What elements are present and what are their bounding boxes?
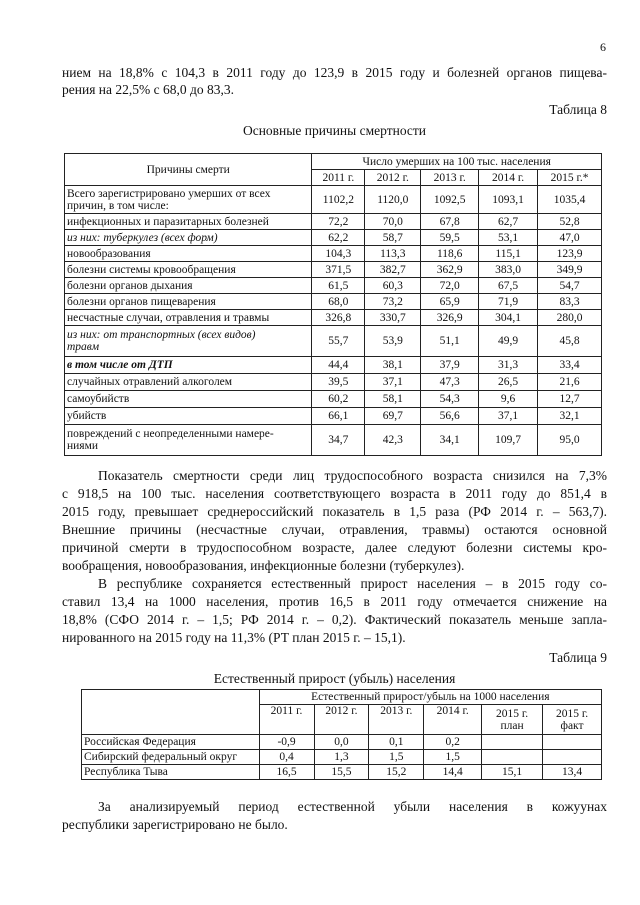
- final-line-2: республики зарегистрировано не было.: [62, 817, 288, 832]
- table-row: [65, 374, 602, 391]
- cell: 58,1: [365, 391, 421, 408]
- cell: 67,8: [421, 214, 479, 230]
- cell: 13,4: [543, 765, 602, 780]
- row-label: несчастные случаи, отравления и травмы: [65, 310, 312, 326]
- cell: 72,2: [312, 214, 365, 230]
- cell: 72,0: [421, 278, 479, 294]
- cell: 1,5: [424, 750, 482, 765]
- table9-year: 2012 г.: [314, 705, 369, 735]
- cell: 71,9: [479, 294, 538, 310]
- cell: 52,8: [538, 214, 602, 230]
- table-row: [65, 214, 602, 230]
- row-label: болезни органов пищеварения: [65, 294, 312, 310]
- cell: 95,0: [538, 425, 602, 456]
- table-row: [65, 408, 602, 425]
- cell: 45,8: [538, 326, 602, 357]
- table9-year: 2014 г.: [424, 705, 482, 735]
- table9-title: Естественный прирост (убыль) населения: [213, 671, 456, 686]
- cell: 0,1: [369, 735, 424, 750]
- cell: 61,5: [312, 278, 365, 294]
- row-label: повреждений с неопределенными намере- ниями: [65, 425, 312, 456]
- cell: 383,0: [479, 262, 538, 278]
- table8-year: 2012 г.: [365, 170, 421, 186]
- cell: 37,9: [421, 357, 479, 374]
- cell: 304,1: [479, 310, 538, 326]
- cell: [482, 735, 543, 750]
- cell: 44,4: [312, 357, 365, 374]
- table9-year: 2011 г.: [259, 705, 314, 735]
- para2-line-1: В республике сохраняется естественный прирост населения – в 2015 году со-: [98, 576, 607, 591]
- cell: 67,5: [479, 278, 538, 294]
- table9-group-header: Естественный прирост/убыль на 1000 населения: [259, 690, 601, 705]
- table-row: [65, 262, 602, 278]
- para1-line-1: Показатель смертности среди лиц трудоспособного возраста снизился на 7,3%: [98, 468, 607, 483]
- table-row: [65, 246, 602, 262]
- table-row: [82, 735, 602, 750]
- para1-line-2: с 918,5 на 100 тыс. населения соответствующего возраста в 2011 году до 851,4 в: [62, 486, 607, 501]
- cell: 39,5: [312, 374, 365, 391]
- table9: [81, 689, 602, 780]
- table8-group-header: Число умерших на 100 тыс. населения: [312, 154, 602, 170]
- cell: 15,5: [314, 765, 369, 780]
- cell: 49,9: [479, 326, 538, 357]
- table-row: [82, 765, 602, 780]
- cell: [543, 750, 602, 765]
- cell: 12,7: [538, 391, 602, 408]
- cell: 31,3: [479, 357, 538, 374]
- row-label: болезни органов дыхания: [65, 278, 312, 294]
- cell: 15,1: [482, 765, 543, 780]
- cell: 1,5: [369, 750, 424, 765]
- cell: 38,1: [365, 357, 421, 374]
- cell: 53,1: [479, 230, 538, 246]
- cell: 42,3: [365, 425, 421, 456]
- cell: 9,6: [479, 391, 538, 408]
- cell: 62,7: [479, 214, 538, 230]
- cell: 33,4: [538, 357, 602, 374]
- row-label: в том числе от ДТП: [65, 357, 312, 374]
- cell: 47,3: [421, 374, 479, 391]
- table-row: [82, 750, 602, 765]
- cell: 62,2: [312, 230, 365, 246]
- cell: 14,4: [424, 765, 482, 780]
- cell: 68,0: [312, 294, 365, 310]
- row-label: убийств: [65, 408, 312, 425]
- cell: 21,6: [538, 374, 602, 391]
- cell: 54,3: [421, 391, 479, 408]
- para1-line-4: Внешние причины (несчастные случаи, отравления, травмы) остаются основной: [62, 522, 607, 537]
- cell: 1,3: [314, 750, 369, 765]
- table-row: [65, 326, 602, 357]
- para2-line-3: 18,8% (СФО 2014 г. – 1,5; РФ 2014 г. – 0,2). Фактический показатель меньше запла-: [62, 612, 607, 627]
- cell: 109,7: [479, 425, 538, 456]
- table9-fact-header: 2015 г. факт: [543, 705, 602, 735]
- para2-line-4: нированного на 2015 году на 11,3% (РТ план 2015 г. – 15,1).: [62, 630, 406, 645]
- cell: 349,9: [538, 262, 602, 278]
- cell: 55,7: [312, 326, 365, 357]
- final-line-1: За анализируемый период естественной убыли населения в кожуунах: [98, 799, 607, 814]
- cell: 371,5: [312, 262, 365, 278]
- cell: 1092,5: [421, 186, 479, 214]
- cell: 118,6: [421, 246, 479, 262]
- row-label: новообразования: [65, 246, 312, 262]
- para2-line-2: ставил 13,4 на 1000 населения, против 16,5 в 2011 году отмечается снижение на: [62, 594, 607, 609]
- cell: 37,1: [479, 408, 538, 425]
- table8-cause-header: Причины смерти: [65, 154, 312, 186]
- cell: 0,0: [314, 735, 369, 750]
- cell: 0,4: [259, 750, 314, 765]
- cell: 56,6: [421, 408, 479, 425]
- page-number: 6: [600, 40, 606, 54]
- para1-line-5: причиной смерти в трудоспособном возрасте, далее следуют болезни системы кро-: [62, 540, 607, 555]
- table-row: [65, 425, 602, 456]
- cell: 16,5: [259, 765, 314, 780]
- cell: 65,9: [421, 294, 479, 310]
- cell: 382,7: [365, 262, 421, 278]
- cell: 1035,4: [538, 186, 602, 214]
- cell: 26,5: [479, 374, 538, 391]
- cell: 362,9: [421, 262, 479, 278]
- row-label: самоубийств: [65, 391, 312, 408]
- cell: 32,1: [538, 408, 602, 425]
- cell: 1093,1: [479, 186, 538, 214]
- para1-line-6: вообращения, новообразования, инфекционные болезни (туберкулез).: [62, 558, 465, 573]
- cell: 104,3: [312, 246, 365, 262]
- cell: 34,7: [312, 425, 365, 456]
- table8-year: 2011 г.: [312, 170, 365, 186]
- cell: 115,1: [479, 246, 538, 262]
- table8-year: 2015 г.*: [538, 170, 602, 186]
- table-row: [65, 357, 602, 374]
- table8-year: 2013 г.: [421, 170, 479, 186]
- cell: [482, 750, 543, 765]
- cell: 58,7: [365, 230, 421, 246]
- row-label: Республика Тыва: [82, 765, 260, 780]
- row-label: инфекционных и паразитарных болезней: [65, 214, 312, 230]
- cell: 330,7: [365, 310, 421, 326]
- row-label: Всего зарегистрировано умерших от всех причин, в том числе:: [65, 186, 312, 214]
- table-row: [65, 186, 602, 214]
- table9-plan-header: 2015 г. план: [482, 705, 543, 735]
- table8-year: 2014 г.: [479, 170, 538, 186]
- cell: 53,9: [365, 326, 421, 357]
- cell: 73,2: [365, 294, 421, 310]
- row-label: из них: туберкулез (всех форм): [65, 230, 312, 246]
- cell: 47,0: [538, 230, 602, 246]
- row-label: Сибирский федеральный округ: [82, 750, 260, 765]
- para1-line-3: 2015 году, превышает среднероссийский показатель в 1,5 раза (РФ 2014 г. – 563,7).: [62, 504, 607, 519]
- cell: 1120,0: [365, 186, 421, 214]
- intro-line-2: рения на 22,5% с 68,0 до 83,3.: [62, 82, 234, 97]
- cell: 51,1: [421, 326, 479, 357]
- table8: [64, 153, 602, 456]
- cell: 70,0: [365, 214, 421, 230]
- row-label: случайных отравлений алкоголем: [65, 374, 312, 391]
- table9-label: Таблица 9: [549, 650, 607, 665]
- cell: 34,1: [421, 425, 479, 456]
- cell: 280,0: [538, 310, 602, 326]
- table-row: [65, 310, 602, 326]
- cell: 0,2: [424, 735, 482, 750]
- cell: 113,3: [365, 246, 421, 262]
- cell: 326,9: [421, 310, 479, 326]
- cell: 83,3: [538, 294, 602, 310]
- table-row: [65, 391, 602, 408]
- cell: 326,8: [312, 310, 365, 326]
- table-row: [65, 294, 602, 310]
- cell: 60,2: [312, 391, 365, 408]
- intro-line-1: нием на 18,8% с 104,3 в 2011 году до 123,9 в 2015 году и болезней органов пищева-: [62, 65, 607, 80]
- cell: 59,5: [421, 230, 479, 246]
- cell: 15,2: [369, 765, 424, 780]
- table8-title: Основные причины смертности: [242, 123, 427, 138]
- cell: 123,9: [538, 246, 602, 262]
- cell: 66,1: [312, 408, 365, 425]
- row-label: из них: от транспортных (всех видов) травм: [65, 326, 312, 357]
- cell: [543, 735, 602, 750]
- table8-label: Таблица 8: [549, 102, 607, 117]
- table9-corner: [82, 690, 260, 735]
- row-label: Российская Федерация: [82, 735, 260, 750]
- cell: 69,7: [365, 408, 421, 425]
- table-row: [65, 230, 602, 246]
- table-row: [65, 278, 602, 294]
- table9-year: 2013 г.: [369, 705, 424, 735]
- cell: 60,3: [365, 278, 421, 294]
- cell: 1102,2: [312, 186, 365, 214]
- row-label: болезни системы кровообращения: [65, 262, 312, 278]
- cell: 37,1: [365, 374, 421, 391]
- cell: -0,9: [259, 735, 314, 750]
- cell: 54,7: [538, 278, 602, 294]
